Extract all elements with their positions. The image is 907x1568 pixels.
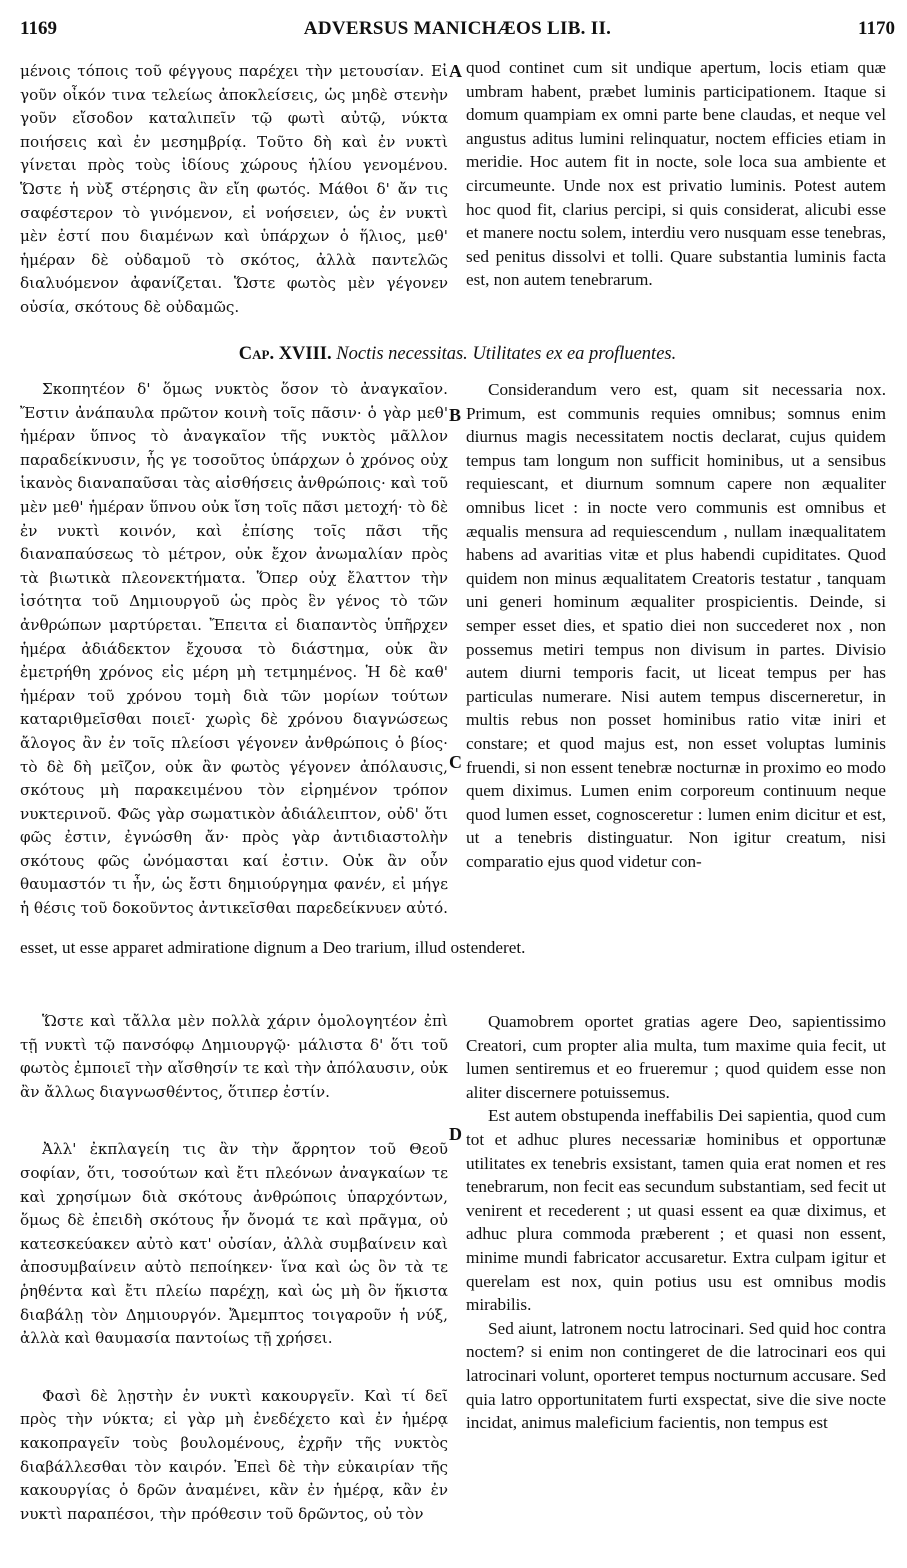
greek-column-lower: [20, 1010, 448, 1526]
running-title: ADVERSUS MANICHÆOS LIB. II.: [303, 18, 612, 39]
latin-column-lower: [466, 1010, 886, 1435]
chapter-heading: [20, 344, 895, 365]
chapter-number: Cap. XVIII.: [238, 344, 332, 364]
greek-column-chapter: [20, 378, 448, 921]
latin-paragraph-2: Considerandum vero est, quam sit necessaria nox. Primum, est communis requies omnibus; somnus enim diurnus magis necessitatem noctis declarat, cujus quidem tempus tam longum non sufficit hominibus, ut a sensibus requiescant, et diurnum somnum capere non æqualiter omnibus licet : in nocte vero communis est omnibus et æqualis mensura ad requiescendum , nullam inæqualitatem habens ad avaritias vitæ et plus habendi cupiditates. Quod quidem non minus æqualitatem Creatoris testatur , tanquam uni generi hominum æqualiter prospicientis. Deinde, si semper esset dies, et spatio diei non succederet nox , non possemus metiri tempus non divisum in partes. Divisio autem diurni temporis facit, ut liceat tempus per has particulas numerare. Nisi autem tempus discerneretur, in multis rebus non posset hominibus ratio vitæ iniri et constare; et quod majus est, non esset voluptas luminis fruendi, si non essent tenebræ nocturnæ in proximo eo modo quem diximus. Lumen enim corporeum continuum neque quod lumen esset, cognosceretur : lumen enim dicitur et est, ut a tenebris distinguatur. Non igitur creatum, nisi comparatio ejus quod videtur con-: [466, 380, 886, 871]
greek-paragraph-4: Ἀλλ' ἐκπλαγείη τις ἂν τὴν ἄρρητον τοῦ Θεοῦ σοφίαν, ὅτι, τοσούτων καὶ ἔτι πλεόνων ἀναγκαίων τε καὶ χρησίμων διὰ σκότους ἀνθρώποις ὑπαρχόντων, ὅμως δὲ ἐπειδὴ σκότους ἦν ὄνομά τε καὶ πρᾶγμα, οὐ κατεσκεύακεν αὐτὸ κατ' οὐσίαν, ἀλλὰ συμβαίνειν καὶ ἀποσυμβαίνειν αὐτὸ πεποίηκεν· ἵνα καὶ ὡς ὂν τὰ τε ῥηθέντα καὶ ἔτι πλείω παρέχῃ, καὶ ὡς μὴ ὂν ἥκιστα διαβάλῃ τὸν Δημιουργόν. Ἄμεμπτος τοιγαροῦν ἡ νύξ, ἀλλὰ καὶ θαυμασία παντοίως τῇ χρήσει.: [20, 1140, 448, 1348]
latin-paragraph-3: Quamobrem oportet gratias agere Deo, sapientissimo Creatori, cum propter alia multa, tum maxime quia fecit, ut lumen sentiremus et eo frueremur ; quod quidem esse non aliter discernere potuissemus.: [466, 1012, 886, 1102]
latin-overflow-line: [20, 936, 886, 960]
page-header: [20, 8, 895, 44]
greek-paragraph-1: μένοις τόποις τοῦ φέγγους παρέχει τὴν μετουσίαν. Εἰ γοῦν οἶκόν τινα τελείως ἀποκλείσεις, ὡς μηδὲ στενὴν γοῦν εἴσοδον καταλιπεῖν τῷ φωτὶ αὐτῷ, νύκτα ποιήσεις καὶ ἐν μεσημβρίᾳ. Τοῦτο δὴ καὶ ἐν νυκτὶ γίνεται πρὸς τοὺς ἰδίους χώρους ἡλίου γενομένου. Ὥστε ἡ νὺξ στέρησις ἂν εἴη φωτός. Μάθοι δ' ἄν τις σαφέστερον τὸ γινόμενον, εἰ νοήσειεν, ὡς ἐν νυκτὶ μὲν ἐστί που διαμένων καὶ ὑπάρχων ὁ ἥλιος, μεθ' ἡμέραν δὲ οὐδαμοῦ τὸ σκότος, ἀλλὰ παντελῶς διαλυόμενον ἀφανίζεται. Ὥστε φωτὸς μὲν γέγονεν οὐσία, σκότους δὲ οὐδαμῶς.: [20, 62, 448, 316]
chapter-title-greek-side: Noctis necessitas.: [336, 344, 468, 364]
greek-column-top: [20, 60, 448, 320]
greek-paragraph-5: Φασὶ δὲ λῃστὴν ἐν νυκτὶ κακουργεῖν. Καὶ τί δεῖ πρὸς τὴν νύκτα; εἰ γὰρ μὴ ἐνεδέχετο καὶ ἐν ἡμέρᾳ κακοπραγεῖν τοὺς βουλομένους, ἐχρῆν τῆς νυκτὸς διαβάλλεσθαι τὸν καιρόν. Ἐπεὶ δὲ τὴν εὐκαιρίαν τῆς κακουργίας ὁ δρῶν ἀναμένει, κἂν ἐν ἡμέρᾳ, κἂν ἐν νυκτὶ παραπέσοι, τὴν πρόθεσιν τοῦ δρῶντος, οὐ τὸν: [20, 1386, 448, 1523]
latin-column-chapter: [466, 378, 886, 873]
margin-marker-d: D: [449, 1124, 462, 1144]
latin-overflow-text: esset, ut esse apparet admiratione dignum a Deo trarium, illud ostenderet.: [20, 938, 526, 957]
latin-paragraph-4: Est autem obstupenda ineffabilis Dei sapientia, quod cum tot et adhuc plures necessariæ hominibus et opportunæ utilitates ex tenebris exsistant, tamen quia erat nomen et res tenebrarum, non fecit eas secundum substantiam, sed fecit ut venirent et recederent ; ut quasi essent ea quæ diximus, et adhuc plura commoda præberent ; et quasi non essent, minime mundi fabricator accusaretur. Extra culpam igitur et querelam est nox, quin potius usu est omnibus modis mirabilis.: [466, 1106, 886, 1315]
latin-paragraph-1: quod continet cum sit undique apertum, locis etiam quæ umbram habent, præbet luminis participationem. Itaque si domum quampiam ex omni parte bene claudas, et neque vel angustus aditus lumini relinquatur, noctem efficies etiam in meridie. Hoc autem fit in nocte, sole loca sua ambiente et circumeunte. Unde nox est privatio luminis. Potest autem hoc quod fit, clarius percipi, si quis considerat, alicubi esse et manere noctu solem, interdiu vero nusquam esse tenebras, sed penitus dissolvi et tolli. Quare substantia luminis facta est, non autem tenebrarum.: [466, 58, 886, 290]
right-page-number: 1170: [858, 18, 895, 39]
left-page-number: 1169: [20, 18, 57, 39]
greek-paragraph-2: Σκοπητέον δ' ὅμως νυκτὸς ὅσον τὸ ἀναγκαῖον. Ἔστιν ἀνάπαυλα πρῶτον κοινὴ τοῖς πᾶσιν· ὁ γὰρ μεθ' ἡμέραν ὕπνος τὸ ἀναγκαῖον τῆς νυκτὸς μᾶλλον παραδείκνυσιν, ἧς γε τοσοῦτος ὑπάρχων ὁ χρόνος οὐχ ἱκανὸς διαναπαῦσαι τὰς αἰσθήσεις ἀνθρώποις· καὶ τοῦ μὲν μεθ' ἡμέραν ὕπνου οὐκ ἴση τοῖς πᾶσι μετοχή· τὸ δὲ ἐν νυκτὶ κοινόν, καὶ ἐπίσης τοῖς πᾶσι τῆς διαναπαύσεως τὸ μέτρον, οὐκ ἔχον ἀνωμαλίαν πρὸς τὰ βιωτικὰ πλεονεκτήματα. Ὅπερ οὐχ ἔλαττον τὴν ἰσότητα τοῦ Δημιουργοῦ ὡς πρὸς ἓν γένος τὸ τῶν ἀνθρώπων μαρτύρεται. Ἔπειτα εἰ διαπαντὸς ὑπῆρχεν ἡμέρα ἀδιάδεκτον ἔχουσα τὸ διάστημα, οὐκ ἂν ἐμετρήθη χρόνος εἰς μέρη μὴ τετμημένος. Ἡ δὲ καθ' ἡμέραν τοῦ χρόνου τομὴ διὰ τῶν μορίων τούτων καταριθμεῖσθαι ποιεῖ· χωρὶς δὲ χρόνου διαγνώσεως ἄλογος ἂν ἐν τοῖς πλείοσι γέγονεν ἀνθρώποις ὁ βίος· τὸ δὲ δὴ μεῖζον, οὐκ ἂν φωτὸς γέγονεν ἀπόλαυσις, σκότους μὴ παρακειμένου τὸν εἰρημένον τρόπον νυκτερινοῦ. Φῶς γὰρ σωματικὸν ἀδιάλειπτον, οὐδ' ὅτι φῶς ἐστιν, ἐγνώσθη ἄν· πρὸς γὰρ ἀντιδιαστολὴν σκότους φῶς ὠνόμασται καί ἐστιν. Οὐκ ἂν οὖν θαυμαστόν τι ἦν, ὡς ἔστι δημιούργημα φανέν, εἰ μήγε ἡ θέσις τοῦ δοκοῦντος ἀντικεῖσθαι παρεδείκνυεν αὐτό.: [20, 380, 448, 918]
latin-column-top: [466, 56, 886, 292]
margin-marker-b: B: [449, 405, 462, 425]
latin-paragraph-5: Sed aiunt, latronem noctu latrocinari. Sed quid hoc contra noctem? si enim non contingeret de die latrocinari eos qui latrocinari volunt, oporteret tempus nocturnum accusare. Sed quia latro opportunitatem furti exspectat, sive die sive nocte incidat, animus maleficium facientis, non tempus est: [466, 1318, 887, 1433]
greek-paragraph-3: Ὥστε καὶ τἄλλα μὲν πολλὰ χάριν ὁμολογητέον ἐπὶ τῇ νυκτὶ τῷ πανσόφῳ Δημιουργῷ· μάλιστα δ' ὅτι τοῦ φωτὸς ἐμποιεῖ τὴν αἴσθησίν τε καὶ τὴν ἀπόλαυσιν, οὐκ ἂν ἄλλως διαγνωσθέντος, ὅτιπερ ἐστίν.: [20, 1012, 448, 1101]
margin-marker-c: C: [449, 752, 462, 772]
chapter-title-latin-side: Utilitates ex ea profluentes.: [472, 344, 677, 364]
margin-marker-a: A: [449, 61, 462, 81]
